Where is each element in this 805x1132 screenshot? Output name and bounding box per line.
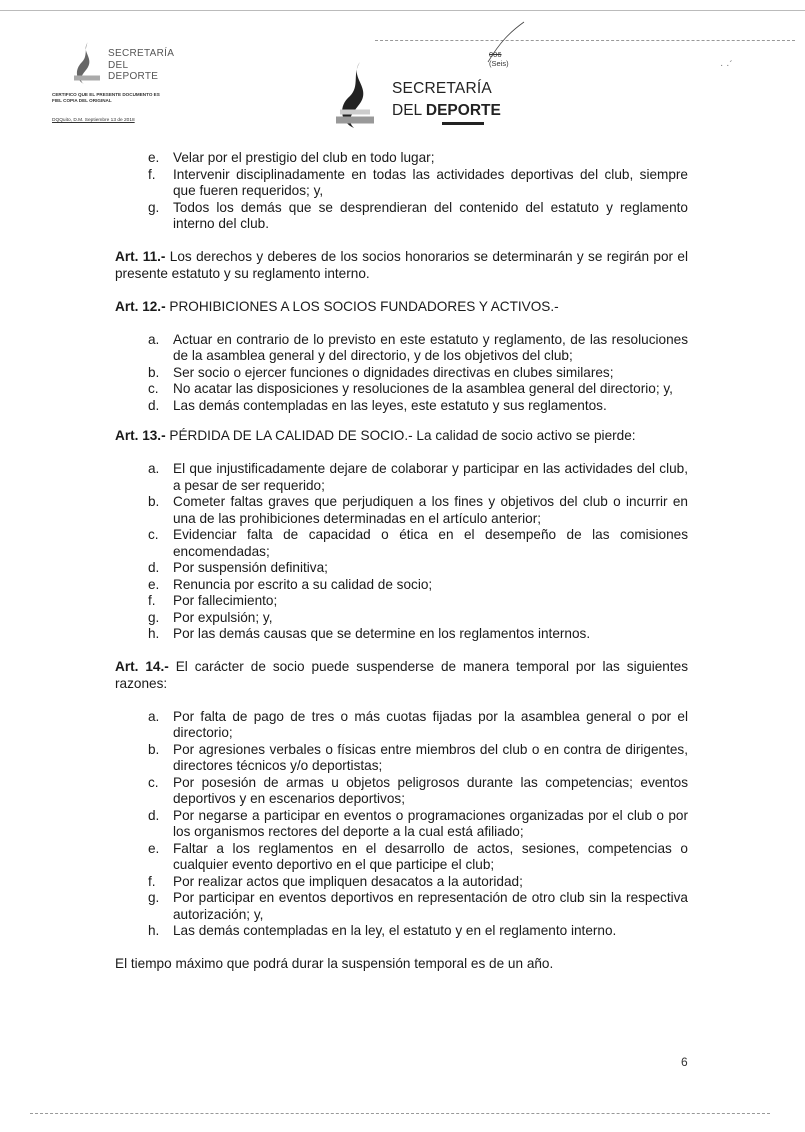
list-item-text: El que injustificadamente dejare de colaborar y participar en las actividades del club, a pesar de ser requerido;	[173, 461, 688, 493]
list-item	[115, 610, 688, 627]
list-item	[115, 577, 688, 594]
article-label: Art. 14.-	[115, 659, 169, 674]
list-marker: a.	[148, 331, 160, 347]
list-item	[115, 381, 688, 398]
list-item-text: Por agresiones verbales o físicas entre miembros del club o en contra de dirigentes, directores técnicos y/o deportistas;	[173, 741, 688, 773]
list-marker: d.	[148, 397, 160, 413]
list-duties	[115, 150, 688, 233]
main-logo-line2-prefix: DEL	[392, 102, 426, 119]
list-marker: e.	[148, 576, 160, 592]
list-item-text: Por fallecimiento;	[173, 593, 278, 608]
list-item-text: Por falta de pago de tres o más cuotas fijadas por la asamblea general o por el directorio;	[173, 708, 688, 740]
list-item	[115, 775, 688, 808]
list-marker: a.	[148, 461, 160, 476]
list-item-text: Por negarse a participar en eventos o programaciones organizadas por el club o por los organismos rectores del deporte a la cual está afiliado;	[173, 807, 688, 839]
list-item	[115, 560, 688, 577]
page-number: 6	[681, 1055, 688, 1069]
page-mark-words: (Seis)	[489, 59, 509, 68]
article-14	[115, 659, 688, 692]
list-marker: f.	[148, 873, 156, 889]
list-item	[115, 150, 688, 167]
main-logo-line1: SECRETARÍA	[392, 80, 492, 97]
main-logo-line2	[392, 102, 501, 120]
list-marker: c.	[148, 527, 159, 542]
list-item	[115, 841, 688, 874]
list-item	[115, 626, 688, 643]
flame-logo-icon	[330, 60, 388, 132]
list-marker: e.	[148, 840, 160, 856]
stamp-logo-line1: SECRETARÍA	[108, 48, 175, 59]
list-item-text: Evidenciar falta de capacidad o ética en el desempeño de las comisiones encomendadas;	[173, 527, 688, 559]
article-text: PROHIBICIONES A LOS SOCIOS FUNDADORES Y ACTIVOS.-	[165, 298, 559, 314]
list-marker: d.	[148, 560, 160, 575]
list-marker: b.	[148, 741, 160, 757]
list-item-text: Faltar a los reglamentos en el desarrollo de actos, sesiones, competencias o cualquier evento deportivo en el que participe el club;	[173, 840, 688, 872]
stamp-logo-line2: DEL DEPORTE	[108, 60, 159, 82]
article-11	[115, 249, 688, 282]
list-item-text: Las demás contempladas en las leyes, este estatuto y sus reglamentos.	[173, 397, 607, 413]
list-item-text: Renuncia por escrito a su calidad de socio;	[173, 576, 433, 592]
list-item	[115, 398, 688, 415]
stamp-logo	[70, 40, 180, 88]
list-marker: h.	[148, 923, 160, 938]
list-item	[115, 494, 688, 527]
list-item	[115, 461, 688, 494]
list-marker: d.	[148, 807, 160, 823]
certification-stamp-date: DQQuito, D.M. Septiembre 13 de 2018	[52, 118, 135, 123]
list-marker: c.	[148, 774, 159, 790]
list-item-text: Las demás contempladas en la ley, el estatuto y en el reglamento interno.	[173, 923, 617, 938]
list-marker: f.	[148, 166, 156, 182]
article-text: El carácter de socio puede suspenderse de manera temporal por las siguientes razones:	[115, 659, 688, 691]
logo-underline-bar	[442, 122, 484, 125]
document-body	[115, 150, 688, 973]
signature-stroke-icon	[480, 20, 530, 65]
flame-logo-icon	[70, 40, 106, 86]
list-item	[115, 742, 688, 775]
list-item-text: Por realizar actos que impliquen desacatos a la autoridad;	[173, 873, 523, 889]
list-marker: b.	[148, 494, 160, 509]
certification-stamp-text: CERTIFICO QUE EL PRESENTE DOCUMENTO ES FIEL COPIA DEL ORIGINAL	[52, 92, 160, 103]
list-item-text: Por las demás causas que se determine en los reglamentos internos.	[173, 626, 591, 641]
list-item-text: Actuar en contrario de lo previsto en este estatuto y reglamento, de las resoluciones de la asamblea general y del directorio, y de los objetivos del club;	[173, 331, 688, 363]
list-marker: g.	[148, 609, 160, 625]
list-marker: h.	[148, 626, 160, 641]
list-item-text: Intervenir disciplinadamente en todas las actividades deportivas del club, siempre que fueren requeridos; y,	[173, 166, 688, 198]
article-text: PÉRDIDA DE LA CALIDAD DE SOCIO.- La calidad de socio activo se pierde:	[165, 428, 636, 443]
list-item	[115, 808, 688, 841]
list-marker: e.	[148, 150, 160, 165]
header-dashed-line	[375, 40, 795, 41]
list-item-text: Cometer faltas graves que perjudiquen a los fines y objetivos del club o incurrir en una de las prohibiciones determinadas en el artículo anterior;	[173, 494, 688, 526]
closing-paragraph: El tiempo máximo que podrá durar la suspensión temporal es de un año.	[115, 956, 554, 971]
article-label: Art. 11.-	[115, 249, 166, 264]
list-marker: g.	[148, 199, 160, 215]
article-12	[115, 299, 688, 316]
list-item-text: Por participar en eventos deportivos en representación de otro club sin la respectiva autorización; y,	[173, 890, 688, 922]
list-item	[115, 923, 688, 940]
article-label: Art. 12.-	[115, 298, 166, 314]
article-text: Los derechos y deberes de los socios honorarios se determinarán y se regirán por el presente estatuto y su reglamento interno.	[115, 249, 688, 281]
bottom-dashed-line	[30, 1113, 770, 1114]
list-item	[115, 200, 688, 233]
main-logo	[330, 60, 505, 132]
list-item	[115, 332, 688, 365]
main-logo-line2-bold: DEPORTE	[425, 102, 501, 119]
list-item-text: Por expulsión; y,	[173, 609, 273, 625]
top-scan-edge	[0, 10, 805, 11]
list-item-text: Por suspensión definitiva;	[173, 560, 328, 575]
list-marker: f.	[148, 593, 156, 608]
list-loss-of-membership	[115, 461, 688, 643]
list-item	[115, 527, 688, 560]
list-item-text: Velar por el prestigio del club en todo lugar;	[173, 150, 435, 165]
list-prohibitions	[115, 332, 688, 415]
list-marker: g.	[148, 890, 160, 905]
list-marker: a.	[148, 708, 160, 724]
list-item	[115, 593, 688, 610]
list-item-text: Ser socio o ejercer funciones o dignidades directivas en clubes similares;	[173, 364, 614, 380]
scan-specks: · ·´	[720, 60, 733, 71]
list-item-text: Por posesión de armas u objetos peligrosos durante las competencias; eventos deportivos y en escenarios deportivos;	[173, 774, 688, 806]
list-item	[115, 167, 688, 200]
list-marker: c.	[148, 381, 159, 396]
list-suspension-reasons	[115, 709, 688, 940]
list-item	[115, 365, 688, 382]
list-item-text: Todos los demás que se desprendieran del contenido del estatuto y reglamento interno del club.	[173, 199, 688, 231]
page-mark-number: 006	[489, 50, 502, 59]
list-item	[115, 890, 688, 923]
article-13	[115, 428, 688, 445]
list-item	[115, 874, 688, 891]
article-label: Art. 13.-	[115, 428, 166, 443]
list-item	[115, 709, 688, 742]
list-marker: b.	[148, 364, 160, 380]
list-item-text: No acatar las disposiciones y resoluciones de la asamblea general del directorio; y,	[173, 381, 673, 396]
